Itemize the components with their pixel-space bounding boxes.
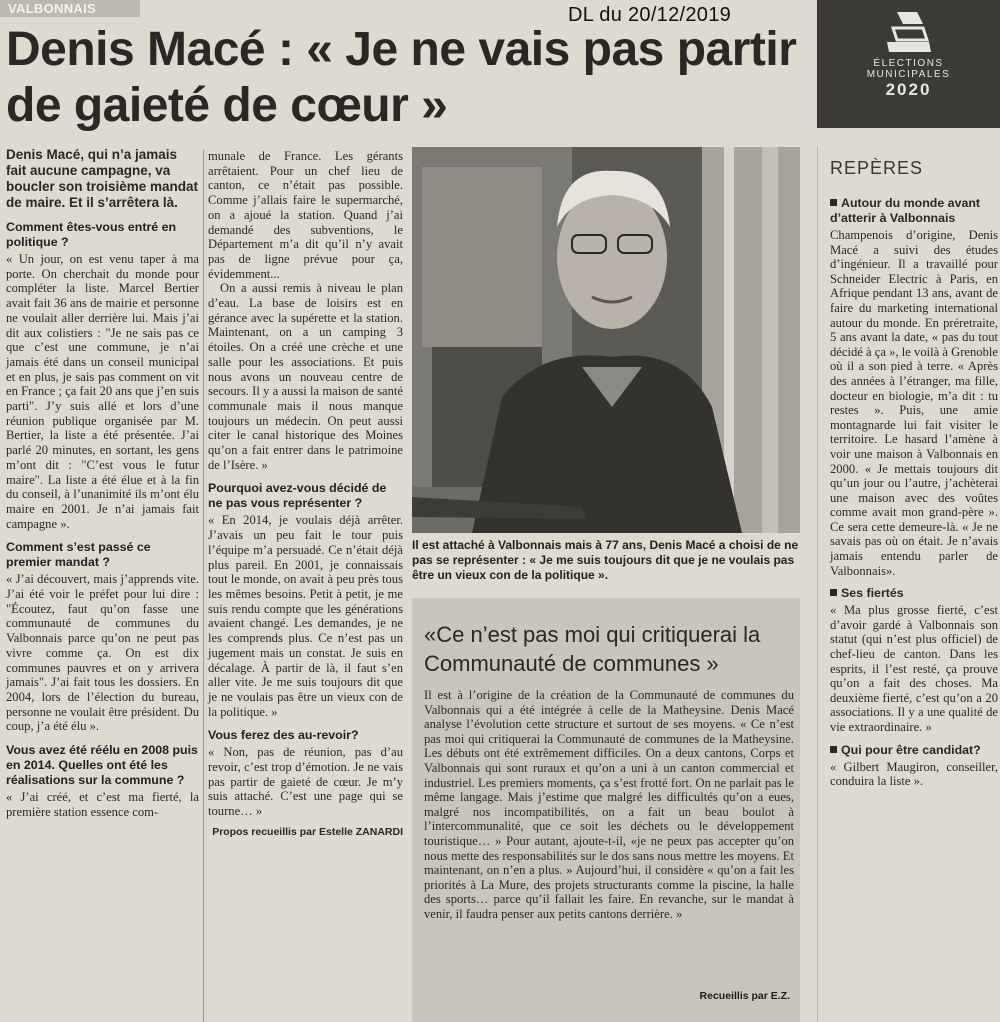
question-4: Pourquoi avez-vous décidé de ne pas vous représenter ? [208,481,387,511]
elections-badge [817,0,1000,128]
box-body: Il est à l’origine de la création de la Communauté de communes du Valbonnais qui a été intégrée à celle de la Matheysine. Denis Macé analyse l’évolution cette structure et surtout de ses moyens. « Ce n’est pas moi qui critiquerai la Communauté de communes de la Matheysine. Les débuts ont été extrêmement difficiles. On a deux cantons, Corps et Valbonnais qui sont ruraux et qu’on a uni à un canton commercial et industriel. Les premiers moments, ça s’est frotté fort. On ne parlait pas le même langage. Mais j’estime que malgré les difficultés qu’on a eues, malgré nos incompatibilités, on a fait un beau boulot à l’intercommunalité, que ce soit les déchets ou le développement touristique… » Pour autant, ajoute-t-il, «je ne peux pas accepter qu’on nous mette des responsabilités sur le dos sans nous mettre les moyens. Et maintenant, on n’en a plus. » Aujourd’hui, il considère « qu’on a fait les priorités à La Mure, des projets structurants comme la piscine, la halle des sports… parce qu’il fallait les faire. En revanche, sur le mandat à venir, il faudra penser aux petits cantons derrière. » [424,688,794,921]
question-1: Comment êtes-vous entré en politique ? [6,220,177,249]
reperes-heading-1-text: Autour du monde avant d’atterir à Valbonnais [830,196,981,225]
article-lead: Denis Macé, qui n’a jamais fait aucune campagne, va boucler son troisième mandat de maire. Et il s’arrêtera là. [6,147,199,210]
sidebar-interview-box [412,598,800,1022]
reperes-body [830,196,998,789]
section-kicker: VALBONNAIS [0,0,140,17]
question-3: Vous avez été réélu en 2008 puis en 2014. Quelles ont été les réalisations sur la commune ? [6,743,198,788]
box-title: «Ce n’est pas moi qui critiquerai la Communauté de communes » [424,622,761,676]
answer-5: « Non, pas de réunion, pas d’au revoir, c’est trop d’émotion. Je ne vais pas partir de gaieté de cœur. Je m’y suis attaché. C’est une page qui se tourne… » [208,745,403,819]
ballot-box-icon [883,10,935,56]
square-bullet-icon [830,589,837,596]
article-column-2 [208,149,403,840]
reperes-heading-2 [830,586,998,601]
reperes-heading-3-text: Qui pour être candidat? [841,742,981,757]
reperes-heading-2-text: Ses fiertés [841,586,904,601]
column-divider [203,150,204,1022]
reperes-text-2: « Ma plus grosse fierté, c’est d’avoir gardé à Valbonnais son statut (qui n’est plus officiel) de chef-lieu de canton. Dans les esprits, il l’est resté, ça prouve qu’on a fait des choses. Ma deuxième fierté, c’est qu’on a 20 associations. Il y a une qualité de vie extraordinaire. » [830,603,998,734]
answer-2: « J’ai découvert, mais j’apprends vite. J’ai été voir le préfet pour lui dire : "Écoutez, faut qu’on fasse une communauté de communes du Valbonnais parce qu’on ne peut pas vivre comme ça. On est dix communes pauvres et on y arrivera jamais". J’ai fait tous les dossiers. En 2004, lors de l’élection du bureau, personne ne voulait être président. Du coup, j’a été élu ». [6,572,199,734]
source-date-tag: DL du 20/12/2019 [568,4,732,26]
badge-year: 2020 [885,80,932,99]
square-bullet-icon [830,746,837,753]
reperes-heading-1 [830,196,998,226]
badge-line1: ÉLECTIONS [873,58,944,69]
answer-1: « Un jour, on est venu taper à ma porte. On cherchait du monde pour compléter la liste. Marcel Bertier avait fait 36 ans de mairie et personne ne voulait aller derrière lui. Mais j’ai dit aux colistiers : "Je ne sais pas ce que c’est une commune, je n’ai jamais été dans un conseil municipal et en plus, je sais pas comment on vit en France ; ça fait 20 ans que j’en suis parti". J’y suis allé et lors d’une réunion publique organisée par M. Bertier, la liste a été présentée. J’ai parlé 20 minutes, en sortant, les gens m’ont dit : "C’est vous le futur maire". La liste a été élue et à la fin du conseil, à l’unanimité ils m’ont élu maire en 2001. Je n’ai jamais fait campagne ». [6,252,199,531]
badge-line2: MUNICIPALES [866,69,951,80]
answer-4: « En 2014, je voulais déjà arrêter. J’avais un peu fait le tour puis l’équipe m’a persuadé. Ce n’était déjà plus pareil. En 2001, je connaissais tout le monde, on avait à peu près tous les mêmes besoins. Petit à petit, je me suis rendu compte que les générations avaient changé. Les demandes, je ne les comprends plus. Ce n’est pas un jugement mais un constat. Je suis en décalage. À partir de là, il faut s’en aller vite. Je me suis toujours dit que je ne voulais pas être un vieux con de la politique. » [208,513,403,719]
interview-signature: Propos recueillis par Estelle ZANARDI [212,825,403,838]
square-bullet-icon [830,199,837,206]
reperes-text-3: « Gilbert Maugiron, conseiller, conduira la liste ». [830,759,998,789]
portrait-photo [412,147,800,533]
paragraph-1: munale de France. Les gérants arrêtaient. Pour un chef lieu de canton, ce n’était pas possible. Comme j’allais faire le supermarché, on a ajoué la station. Quand j’ai demandé des subventions, le Département m’a dit qu’il n’y avait pas de ligne prévue pour ça, évidemment... [208,149,403,281]
reperes-heading-3 [830,743,998,758]
article-column-1 [6,147,199,820]
answer-3: « J’ai créé, et c’est ma fierté, la première station essence com- [6,790,199,819]
portrait-image [412,147,800,533]
paragraph-2: On a aussi remis à niveau le plan d’eau. La base de loisirs est en gérance avec la supérette et la station. Maintenant, on a un camping 3 étoiles. On a créé une crèche et une salle pour les associations. Et puis nous avons un nouveau centre de secours. Il y a aussi la maison de santé communale mais il nous manque toujours un médecin. On peut aussi citer le canal historique des Moines qu’on a fait entrer dans le patrimoine de l’Isère. » [208,281,403,472]
question-5: Vous ferez des au-revoir? [208,728,359,743]
photo-caption: Il est attaché à Valbonnais mais à 77 ans, Denis Macé a choisi de ne pas se représenter : « Je me suis toujours dit que je ne voulais pas être un vieux con de la politique ». [412,538,799,582]
box-signature: Recueillis par E.Z. [699,990,790,1002]
question-2: Comment s’est passé ce premier mandat ? [6,540,151,570]
headline: Denis Macé : « Je ne vais pas partir de gaieté de cœur » [6,23,797,132]
reperes-text-1: Champenois d’origine, Denis Macé a suivi des études d’ingénieur. Il a travaillé pour Schneider Electric à Paris, en Afrique pendant 13 ans, avant de faire du marketing international autour du monde. En préretraite, 5 ans avant la date, « pas du tout décidé à ça », le voilà à Grenoble où il a son pied à terre. « Après des années à l’étranger, ma fille, docteur en biologie, m’a dit : tu restes ». Puis, une amie montagnarde lui fait visiter le territoire. Le hasard l’amène à voir une maison à Valbonnais en 2000. « Je mettais toujours dit qu’un jour ou l’autre, j’achèterai une maison avec des voûtes comme avait mon grand-père ». Ce sera cette demeure-là. « Je ne savais pas où on était. Je n’avais jamais entendu parler de Valbonnais». [830,228,998,578]
reperes-title: REPÈRES [830,158,924,178]
reperes-sidebar [817,146,1000,1022]
